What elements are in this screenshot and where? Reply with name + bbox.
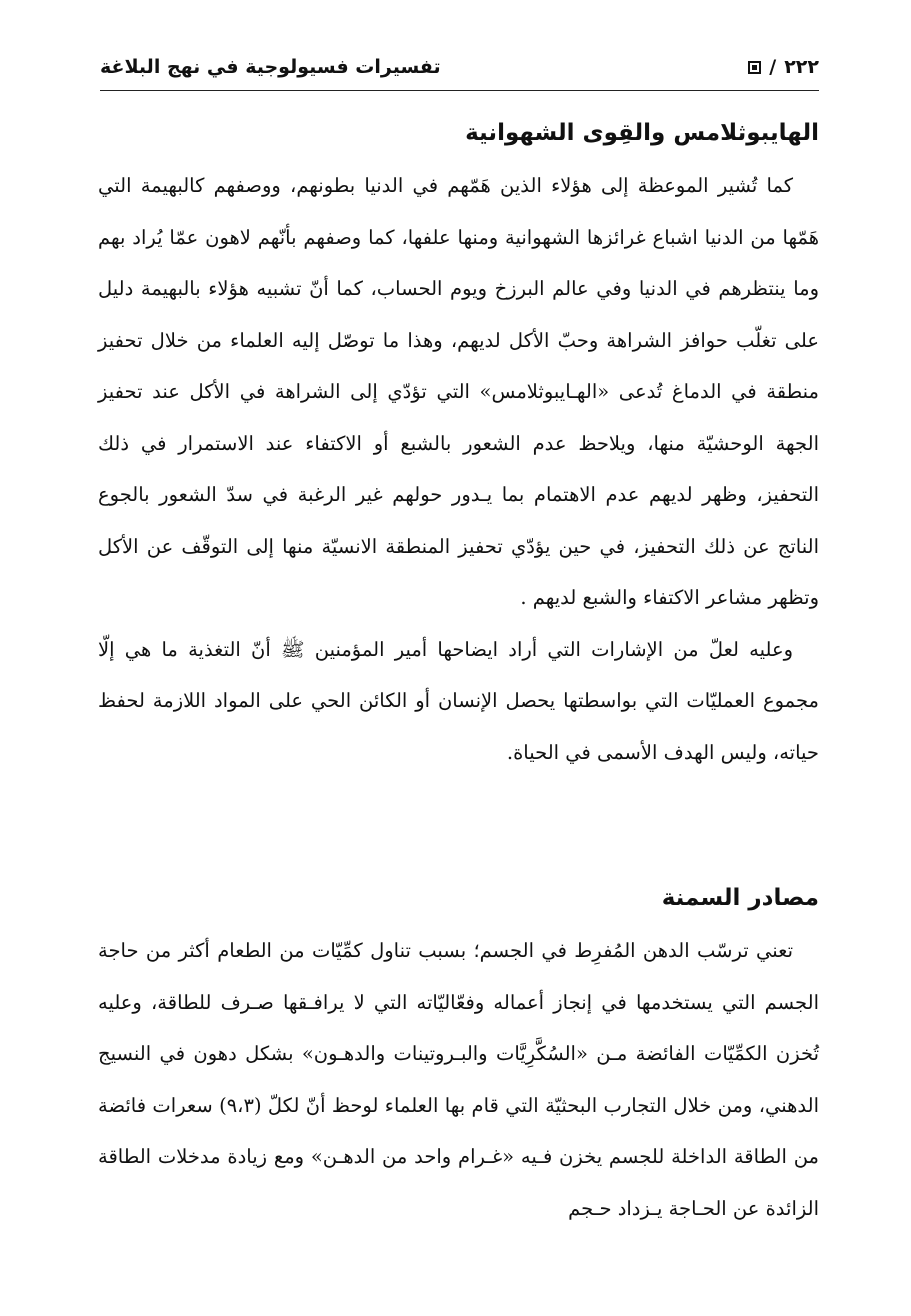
- page-number: ٢٢٢: [784, 56, 819, 78]
- paragraph: كما تُشير الموعظة إلى هؤلاء الذين هَمّهم في الدنيا بطونهم، ووصفهم كالبهيمة التي هَمّها من الدنيا اشباع غرائزها الشهوانية ومنها علفها، كما وصفهم بأنّهم لاهون عمّا يُراد بهم وما ينتظرهم في الدنيا وفي عالم البرزخ ويوم الحساب، كما أنّ تشبيه هؤلاء بالبهيمة دليل على تغلّب حوافز الشراهة وحبّ الأكل لديهم، وهذا ما توصّل إليه العلماء من خلال تحفيز منطقة في الدماغ تُدعى «الهـايبوثلامس» التي تؤدّي إلى الشراهة في الأكل عند تحفيز الجهة الوحشيّة منها، ويلاحظ عدم الشعور بالشبع أو الاكتفاء عند الاستمرار في ذلك التحفيز، وظهر لديهم عدم الاهتمام بما يـدور حولهم غير الرغبة في سدّ الشعور بالجوع الناتج عن ذلك التحفيز، في حين يؤدّي تحفيز المنطقة الانسيّة منها إلى التوقّف عن الأكل وتظهر مشاعر الاكتفاء والشبع لديهم .: [98, 174, 819, 609]
- header-divider: [100, 90, 819, 91]
- page-number-separator: /: [769, 56, 777, 78]
- section-heading-hypothalamus: الهايبوثلامس والقِوى الشهوانية: [465, 120, 819, 146]
- book-title: تفسيرات فسيولوجية في نهج البلاغة: [100, 56, 441, 78]
- paragraph: وعليه لعلّ من الإشارات التي أراد ايضاحها أمير المؤمنين ﷺ أنّ التغذية ما هي إلّا مجموع العمليّات التي بواسطتها يحصل الإنسان أو الكائن الحي على المواد اللازمة لحفظ حياته، وليس الهدف الأسمى في الحياة.: [98, 637, 819, 764]
- square-ornament-icon: [748, 61, 761, 74]
- section-heading-obesity-sources: مصادر السمنة: [661, 885, 819, 911]
- running-header: [100, 52, 819, 82]
- page-number-group: [748, 56, 819, 78]
- paragraph: تعني ترسّب الدهن المُفرِط في الجسم؛ بسبب تناول كمِّيّات من الطعام أكثر من حاجة الجسم التي يستخدمها في إنجاز أعماله وفعّاليّاته التي لا يرافـقها صـرف للطاقة، وعليه تُخزن الكمِّيّات الفائضة مـن «السُكَّرِيَّات والبـروتينات والدهـون» بشكل دهون في النسيج الدهني، ومن خلال التجارب البحثيّة التي قام بها العلماء لوحظ أنّ لكلّ (٩،٣) سعرات فائضة من الطاقة الداخلة للجسم يخزن فـيه «غـرام واحد من الدهـن» ومع زيادة مدخلات الطاقة الزائدة عن الحـاجة يـزداد حـجم: [98, 939, 819, 1220]
- section-body-obesity-sources: [98, 925, 819, 1234]
- section-body-hypothalamus: [98, 160, 819, 778]
